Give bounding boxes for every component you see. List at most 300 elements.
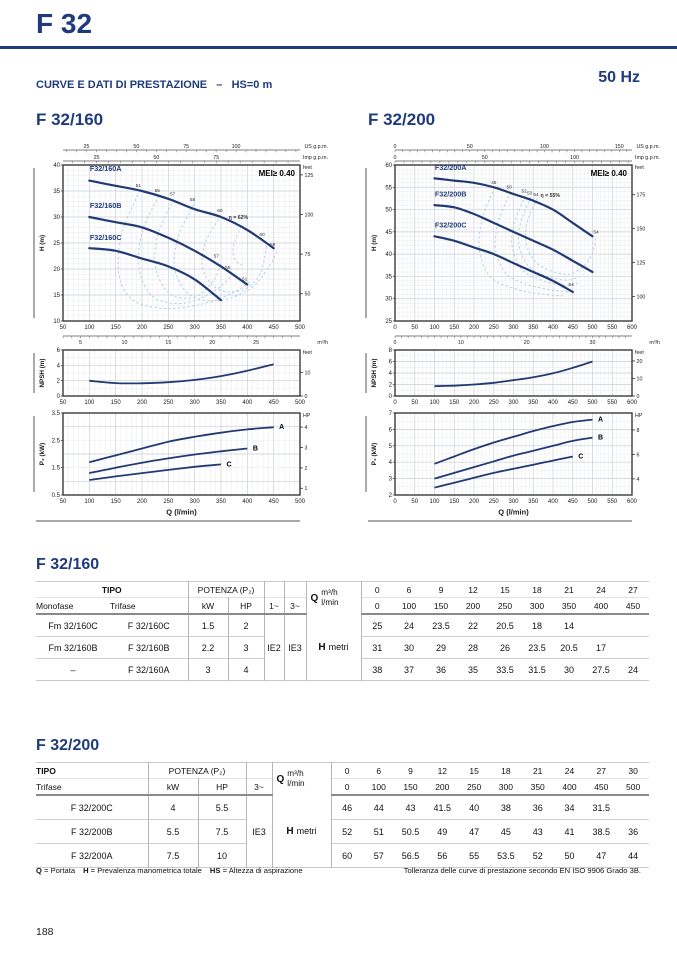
tick-label: 450: [268, 325, 279, 331]
h-value-cell: [617, 614, 649, 637]
tick-label: 350: [215, 400, 227, 406]
tick-label: 350: [215, 325, 227, 331]
table-row: [36, 795, 649, 820]
q-m3h-header: 27: [596, 765, 607, 776]
tick-label: 8: [388, 348, 392, 354]
tick-label: 25: [385, 319, 392, 325]
tick-label: 75: [304, 252, 311, 259]
h-value-cell: 17: [585, 637, 617, 659]
tick-label: 250: [488, 400, 499, 406]
efficiency-label: 60: [217, 208, 223, 214]
q-m3h-header: 21: [564, 584, 574, 595]
h-value-cell: 33.5: [489, 659, 521, 681]
q-m3h-header: 6: [376, 765, 382, 776]
mei-label: MEI≥ 0.40: [590, 169, 627, 178]
table-title-f32-200: F 32/200: [36, 737, 100, 754]
tick-label: 50: [411, 325, 419, 331]
q-m3h-header: 12: [437, 765, 448, 776]
tick-label: 2: [304, 465, 308, 472]
q-m3h-header: 24: [564, 765, 575, 776]
tick-label: 150: [449, 325, 460, 331]
tick-label: 0: [56, 394, 60, 400]
tick-label: 15: [165, 340, 172, 346]
axis-unit-label: m³/h: [317, 340, 328, 346]
q-lmin-header: 0: [361, 598, 393, 615]
tick-label: 450: [567, 499, 578, 505]
tick-label: 2: [388, 382, 392, 389]
curve-label: F32/200C: [434, 220, 467, 230]
tick-label: 400: [242, 325, 253, 331]
h-value-cell: 60: [331, 844, 363, 868]
tick-label: 450: [268, 499, 279, 505]
y-axis-label: H (m): [371, 234, 378, 252]
q-m3h-header: 0: [374, 584, 380, 595]
h-value-cell: 52: [331, 820, 363, 844]
q-lmin-header: 300: [521, 598, 553, 615]
efficiency-label: 51: [135, 183, 141, 189]
tick-label: 500: [294, 325, 306, 331]
hp-cell: 2: [228, 614, 264, 637]
tick-label: 400: [242, 400, 253, 406]
kw-header: kW: [188, 598, 228, 615]
tick-label: 0: [393, 499, 397, 505]
tick-label: 550: [607, 325, 618, 331]
tick-label: 300: [189, 400, 200, 406]
h-value-cell: 14: [564, 620, 575, 631]
tick-label: 400: [547, 400, 559, 406]
h-value-cell: 27.5: [585, 659, 617, 681]
phase-header-spacer: [264, 582, 284, 598]
mono-class-header: 1~: [264, 598, 284, 615]
tick-label: 400: [547, 499, 559, 505]
hp-header: HP: [198, 779, 246, 796]
h-value-cell: 22: [468, 620, 479, 631]
h-value-cell: 28: [457, 637, 489, 659]
tick-label: 150: [614, 144, 624, 151]
tick-label: 125: [304, 172, 314, 179]
tick-label: 150: [449, 400, 460, 406]
tick-label: 3.5: [51, 411, 60, 417]
tick-label: 100: [429, 400, 440, 406]
trifase-cell: F 32/160C: [110, 614, 188, 637]
tick-label: 30: [53, 215, 60, 221]
p2-curve-label: C: [578, 453, 584, 461]
kw-cell: 3: [188, 659, 228, 681]
p2-curve-label: C: [226, 461, 232, 469]
h-value-cell: 47: [585, 844, 617, 868]
h-value-cell: 43: [405, 802, 416, 813]
tick-label: 550: [607, 400, 618, 406]
performance-chart-f32-160: [28, 137, 340, 535]
tick-label: 4: [56, 363, 60, 370]
axis-unit-label: HP: [303, 413, 311, 419]
h-value-cell: 36: [425, 659, 457, 681]
hp-cell: 3: [228, 637, 264, 659]
ie2-cell: IE2: [264, 614, 284, 681]
h-value-cell: 24: [404, 620, 415, 631]
kw-cell: 1.5: [188, 614, 228, 637]
table-row: [36, 844, 649, 868]
q-lmin-header: 400: [585, 598, 617, 615]
tick-label: 550: [607, 499, 618, 505]
tick-label: 100: [84, 400, 95, 406]
tick-label: 0: [393, 155, 397, 162]
tick-label: 100: [540, 144, 549, 151]
tick-label: 45: [385, 229, 392, 236]
tick-label: 2.5: [51, 438, 60, 445]
table-row: [36, 820, 649, 844]
tick-label: 200: [136, 499, 148, 505]
kw-cell: 4: [148, 795, 198, 820]
curve-label: F32/200B: [434, 189, 467, 199]
h-value-cell: 29: [425, 637, 457, 659]
monofase-header: Monofase: [36, 598, 110, 615]
p2-curve-label: A: [598, 416, 604, 424]
tick-label: 150: [636, 226, 646, 233]
efficiency-label: 54: [568, 282, 574, 288]
q-m3h-header: 21: [532, 765, 543, 776]
tick-label: 0: [393, 144, 397, 151]
pump-data-table: [36, 762, 649, 868]
h-value-cell: 18: [532, 620, 543, 631]
tick-label: 20: [209, 340, 216, 346]
page-number: 188: [36, 926, 54, 938]
tick-label: 350: [215, 499, 227, 505]
tick-label: 1: [304, 486, 308, 493]
tick-label: 40: [385, 252, 392, 259]
curve-label: F32/160B: [89, 201, 122, 211]
footnote-legend: [36, 866, 311, 875]
tick-label: 75: [213, 155, 220, 162]
hp-header: HP: [228, 598, 264, 615]
tick-label: 500: [294, 499, 306, 505]
tick-label: 0: [304, 393, 308, 400]
tick-label: 600: [626, 400, 638, 406]
axis-unit-label: feet: [635, 165, 644, 171]
h-value-cell: 53.5: [490, 844, 522, 868]
q-m3h-header: 0: [344, 765, 350, 776]
tick-label: 300: [508, 499, 519, 505]
monofase-cell: Fm 32/160B: [36, 637, 110, 659]
tick-label: 30: [589, 340, 596, 346]
tick-label: 25: [253, 340, 260, 346]
p2-curve-C: [89, 464, 221, 480]
h-value-cell: 31: [361, 637, 393, 659]
trifase-header: Trifase: [36, 779, 148, 796]
q-m3h-header: 9: [438, 584, 444, 595]
curve-label: F32/160A: [89, 164, 122, 174]
tick-label: 600: [626, 325, 638, 331]
tick-label: 10: [121, 340, 128, 346]
q-lmin-header: 100: [363, 779, 395, 796]
y-axis-label: NPSH (m): [39, 358, 46, 388]
efficiency-label: η = 62%: [228, 215, 249, 222]
tri-class-header: 3~: [284, 598, 306, 615]
hp-cell: 5.5: [198, 795, 246, 820]
tick-label: 350: [528, 499, 539, 505]
tick-label: 200: [136, 325, 148, 331]
q-m3h-header: 6: [406, 584, 412, 595]
efficiency-label: 54: [593, 230, 599, 236]
efficiency-label: 52: [521, 189, 527, 195]
q-lmin-header: 350: [553, 598, 585, 615]
efficiency-label: 57: [213, 254, 219, 260]
h-metri-cell: H metri: [306, 614, 361, 681]
tick-label: 25: [93, 155, 100, 162]
tick-label: 20: [53, 267, 60, 273]
potenza-header: POTENZA (P₂): [188, 582, 264, 598]
h-value-cell: 24: [617, 659, 649, 681]
h-value-cell: 55: [458, 844, 490, 868]
tick-label: 6: [636, 452, 640, 459]
efficiency-label: 58: [189, 197, 196, 203]
q-header: Q m³/h l/min: [272, 763, 331, 796]
axis-unit-label: m³/h: [649, 340, 660, 346]
h-value-cell: 47: [458, 820, 490, 844]
tick-label: 0: [393, 400, 397, 406]
h-value-cell: 36: [532, 802, 543, 813]
h-value-cell: [617, 795, 649, 820]
efficiency-contour: [233, 226, 243, 266]
table-title-f32-160: F 32/160: [36, 556, 100, 573]
efficiency-contour: [202, 215, 267, 292]
tick-label: 100: [429, 499, 440, 505]
tick-label: 125: [636, 260, 646, 267]
tick-label: 10: [457, 340, 464, 346]
q-lmin-header: 500: [617, 779, 649, 796]
p2-curve-label: B: [252, 445, 258, 453]
axis-unit-label: HP: [635, 413, 643, 419]
tick-label: 400: [242, 499, 253, 505]
tick-label: 10: [53, 319, 60, 325]
tri-class-header: 3~: [246, 779, 272, 796]
kw-header: kW: [148, 779, 198, 796]
trifase-header: Trifase: [110, 598, 188, 615]
tick-label: 500: [587, 325, 598, 331]
h-value-cell: 20.5: [496, 620, 514, 631]
efficiency-label: 55: [154, 189, 160, 195]
tick-label: 100: [231, 144, 241, 151]
tick-label: 5: [388, 443, 392, 450]
ie3-cell: IE3: [284, 614, 306, 681]
tick-label: 100: [84, 325, 95, 331]
tick-label: 50: [59, 325, 67, 331]
q-m3h-header: 12: [468, 584, 478, 595]
tick-label: 4: [388, 371, 392, 377]
trifase-cell: F 32/160B: [110, 637, 188, 659]
tick-label: 75: [183, 144, 190, 151]
tick-label: 4: [304, 425, 308, 432]
frequency-label: 50 Hz: [598, 69, 640, 86]
q-m3h-header: 24: [596, 584, 606, 595]
tick-label: 0.5: [51, 493, 60, 499]
tick-label: 450: [268, 400, 279, 406]
h-value-cell: 45: [490, 820, 522, 844]
tick-label: 4: [636, 476, 640, 483]
tick-label: 100: [570, 155, 579, 162]
efficiency-label: 54: [533, 192, 539, 198]
x-axis-label: Q (l/min): [166, 507, 197, 517]
section-title-f32-200: F 32/200: [368, 110, 436, 129]
tick-label: 300: [189, 499, 200, 505]
q-lmin-header: 0: [331, 779, 363, 796]
axis-unit-label: feet: [635, 350, 644, 356]
tick-label: 200: [136, 400, 148, 406]
tick-label: 50: [59, 499, 67, 505]
axis-unit-label: US g.p.m.: [304, 144, 328, 151]
tick-label: 2: [56, 378, 60, 385]
monofase-cell: Fm 32/160C: [48, 620, 98, 631]
tick-label: 500: [294, 400, 306, 406]
tick-label: 250: [163, 325, 174, 331]
page-title: F 32: [36, 8, 93, 39]
tick-label: 150: [110, 400, 121, 406]
tick-label: 250: [163, 499, 174, 505]
h-value-cell: 46: [342, 802, 353, 813]
efficiency-label: 51: [242, 277, 248, 283]
tick-label: 35: [385, 274, 392, 281]
tick-label: 50: [385, 207, 392, 214]
tick-label: 150: [449, 499, 460, 505]
efficiency-label: 57: [169, 192, 176, 198]
q-lmin-header: 200: [457, 598, 489, 615]
h-value-cell: 25: [372, 620, 383, 631]
h-value-cell: 50: [554, 844, 586, 868]
footnote-segment: H = Prevalenza manometrica totale: [83, 866, 202, 875]
y-axis-label: P₂ (kW): [371, 442, 378, 466]
h-value-cell: 40: [469, 802, 480, 813]
axis-unit-label: feet: [303, 165, 312, 171]
q-m3h-header: 27: [628, 584, 638, 595]
axis-unit-label: Imp g.p.m.: [634, 155, 660, 162]
q-lmin-header: 100: [393, 598, 425, 615]
tick-label: 50: [411, 499, 419, 505]
tick-label: 50: [481, 155, 488, 162]
tick-label: 8: [636, 427, 640, 434]
h-value-cell: 43: [522, 820, 554, 844]
h-value-cell: 31.5: [521, 659, 553, 681]
h-value-cell: 37: [393, 659, 425, 681]
tick-label: 0: [388, 394, 392, 400]
tick-label: 25: [83, 144, 90, 151]
tick-label: 20: [523, 340, 530, 346]
q-lmin-header: 150: [425, 598, 457, 615]
tick-label: 6: [56, 348, 60, 354]
tick-label: 450: [567, 400, 578, 406]
phase-header-spacer: [284, 582, 306, 598]
h-value-cell: [617, 637, 649, 659]
h-value-cell: 38.5: [585, 820, 617, 844]
tick-label: 10: [636, 376, 643, 383]
efficiency-label: 58: [269, 243, 276, 249]
y-axis-label: H (m): [39, 234, 46, 252]
efficiency-label: 55: [225, 266, 231, 271]
tick-label: 0: [636, 393, 640, 400]
phase-header-spacer: [246, 763, 272, 779]
axis-unit-label: US g.p.m.: [636, 144, 660, 151]
ie3-cell: IE3: [246, 795, 272, 868]
curve-label: F32/200A: [434, 162, 467, 172]
tick-label: 6: [388, 359, 392, 366]
footnote-segment: HS = Altezza di aspirazione: [209, 866, 303, 875]
h-value-cell: 23.5: [521, 637, 553, 659]
mei-label: MEI≥ 0.40: [258, 169, 295, 178]
h-value-cell: 41: [554, 820, 586, 844]
h-value-cell: 31.5: [592, 802, 611, 813]
tick-label: 40: [53, 163, 60, 169]
h-value-cell: 44: [617, 844, 649, 868]
efficiency-label: 60: [259, 233, 265, 239]
p2-curve-label: A: [279, 424, 285, 432]
tick-label: 200: [468, 400, 480, 406]
x-axis-label: Q (l/min): [498, 507, 529, 517]
h-value-cell: 57: [363, 844, 395, 868]
q-lmin-header: 400: [554, 779, 586, 796]
q-m3h-header: 15: [500, 584, 510, 595]
h-value-cell: 38: [500, 802, 511, 813]
tick-label: 150: [110, 325, 121, 331]
h-value-cell: [585, 614, 617, 637]
q-lmin-header: 150: [395, 779, 427, 796]
tick-label: 2: [388, 493, 392, 499]
trifase-cell: F 32/200C: [36, 795, 148, 820]
tick-label: 100: [429, 325, 440, 331]
footnote-tolerance: Tolleranza delle curve di prestazione secondo EN ISO 9906 Grado 3B.: [403, 866, 641, 875]
tick-label: 250: [488, 499, 499, 505]
tick-label: 100: [304, 212, 314, 219]
hp-cell: 10: [198, 844, 246, 868]
tipo-header: TIPO: [36, 582, 188, 598]
h-value-cell: 50.5: [395, 820, 427, 844]
tick-label: 50: [153, 155, 160, 162]
pump-curve-F32/200C: [435, 236, 573, 292]
trifase-cell: F 32/160A: [110, 659, 188, 681]
p2-curve-label: B: [598, 434, 604, 442]
tick-label: 15: [53, 293, 60, 299]
h-value-cell: 34: [564, 802, 575, 813]
tick-label: 500: [587, 499, 598, 505]
q-header: Q m³/h l/min: [306, 582, 361, 615]
q-m3h-header: 18: [501, 765, 511, 776]
tick-label: 500: [587, 400, 598, 406]
kw-cell: 5.5: [148, 820, 198, 844]
h-value-cell: 38: [361, 659, 393, 681]
h-value-cell: 56.5: [395, 844, 427, 868]
q-lmin-header: 250: [489, 598, 521, 615]
tick-label: 600: [626, 499, 638, 505]
efficiency-label: 50: [506, 185, 512, 191]
h-value-cell: 35: [457, 659, 489, 681]
tick-label: 10: [304, 370, 311, 377]
tick-label: 150: [110, 499, 121, 505]
q-lmin-header: 350: [522, 779, 554, 796]
tick-label: 3: [304, 445, 308, 452]
tick-label: 25: [53, 241, 60, 247]
q-m3h-header: 18: [532, 584, 542, 595]
section-title-f32-160: F 32/160: [36, 110, 104, 129]
tick-label: 300: [508, 325, 519, 331]
tick-label: 100: [636, 294, 646, 301]
title-rule: [0, 46, 677, 49]
kw-cell: 7.5: [148, 844, 198, 868]
tick-label: 350: [528, 400, 539, 406]
tick-label: 50: [133, 144, 140, 151]
tick-label: 50: [411, 400, 419, 406]
tick-label: 300: [189, 325, 200, 331]
q-lmin-header: 450: [585, 779, 617, 796]
h-value-cell: 51: [363, 820, 395, 844]
q-m3h-header: 15: [469, 765, 479, 776]
